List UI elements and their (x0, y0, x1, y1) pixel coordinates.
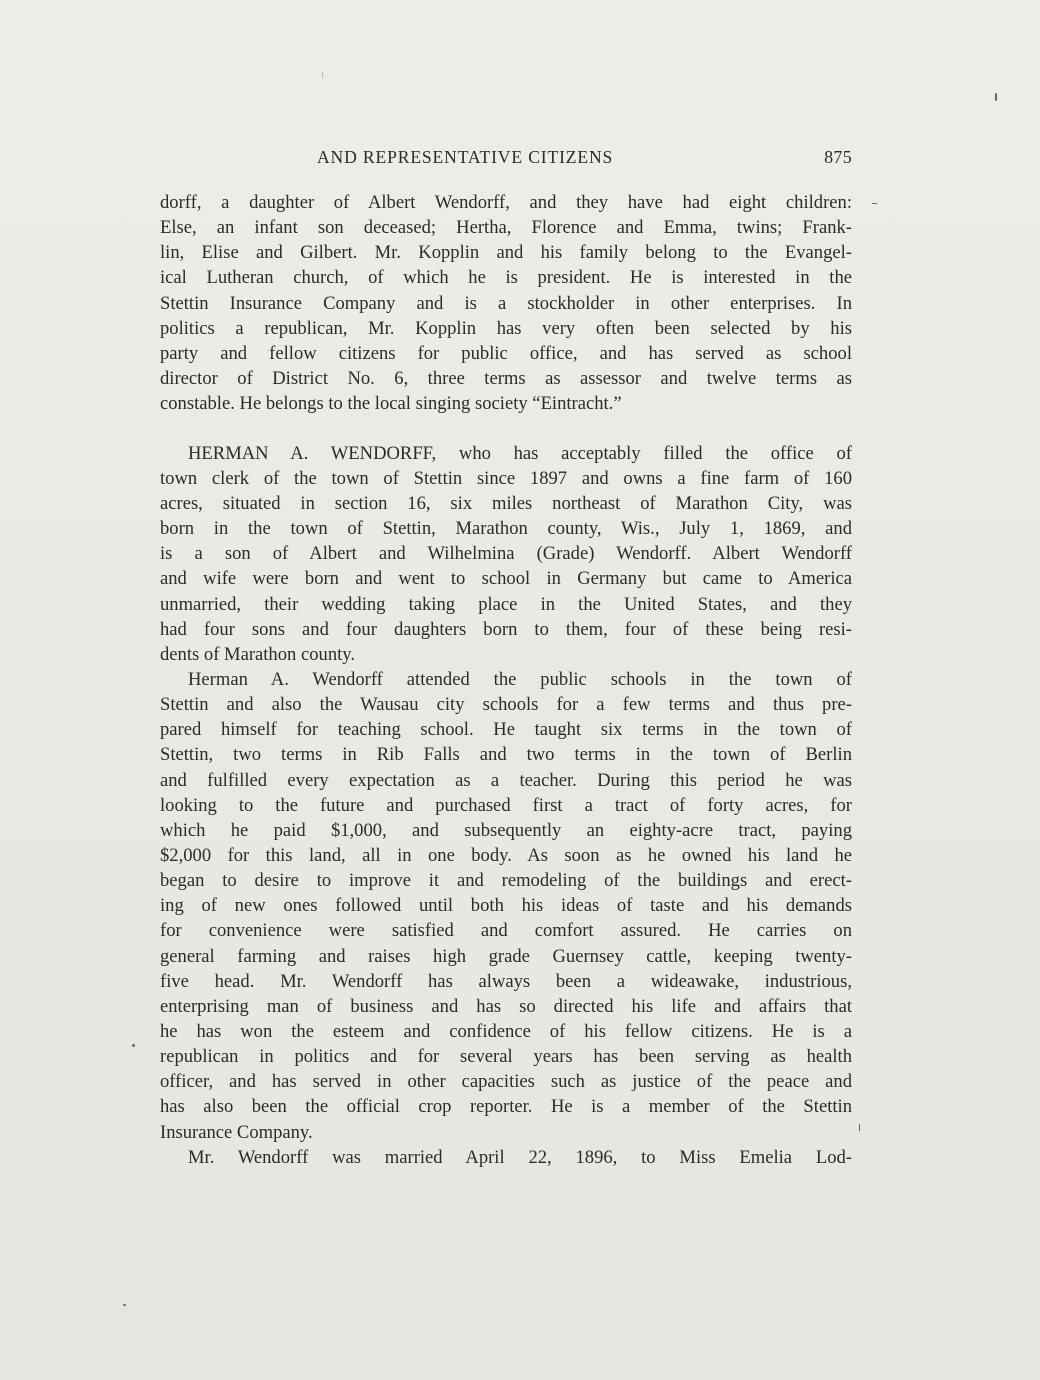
text-line: director of District No. 6, three terms as assessor and twelve terms as (160, 367, 852, 389)
running-head: AND REPRESENTATIVE CITIZENS (317, 147, 614, 167)
paragraph-wendorff-marriage (160, 1145, 852, 1170)
paragraph-wendorff-intro (160, 441, 852, 667)
text-line: Stettin and also the Wausau city schools for a few terms and thus pre- (160, 694, 852, 716)
text-line: which he paid $1,000, and subsequently an eighty-acre tract, paying (160, 819, 852, 841)
text-line: party and fellow citizens for public office, and has served as school (160, 342, 852, 364)
text-line: Stettin, two terms in Rib Falls and two terms in the town of Berlin (160, 744, 852, 766)
text-line: dorff, a daughter of Albert Wendorff, and they have had eight children: (160, 192, 852, 213)
text-line: five head. Mr. Wendorff has always been a wideawake, industrious, (160, 970, 852, 992)
text-line: looking to the future and purchased first a tract of forty acres, for (160, 794, 852, 816)
paper-speck (872, 203, 877, 204)
page-header (160, 147, 852, 175)
text-line: began to desire to improve it and remodeling of the buildings and erect- (160, 870, 852, 892)
paper-speck (995, 93, 997, 101)
text-line: and wife were born and went to school in Germany but came to America (160, 568, 852, 590)
text-line: politics a republican, Mr. Kopplin has very often been selected by his (160, 317, 852, 339)
text-line: and fulfilled every expectation as a teacher. During this period he was (160, 769, 852, 791)
text-line: enterprising man of business and has so directed his life and affairs that (160, 995, 852, 1017)
text-line: Stettin Insurance Company and is a stockholder in other enterprises. In (160, 292, 852, 314)
text-line: dents of Marathon county. (160, 643, 356, 665)
paper-speck (859, 1124, 860, 1131)
paper-speck (132, 1044, 135, 1047)
paragraph-wendorff-career (160, 667, 852, 1145)
text-line: pared himself for teaching school. He taught six terms in the town of (160, 719, 852, 741)
text-line: has also been the official crop reporter. He is a member of the Stettin (160, 1096, 852, 1118)
text-line: Insurance Company. (160, 1121, 313, 1143)
text-line: ing of new ones followed until both his ideas of taste and his demands (160, 895, 852, 917)
paper-speck (322, 71, 323, 78)
paper-speck (123, 1304, 126, 1306)
text-line: lin, Elise and Gilbert. Mr. Kopplin and his family belong to the Evangel- (160, 242, 852, 264)
text-line: republican in politics and for several years has been serving as health (160, 1046, 852, 1068)
text-line: acres, situated in section 16, six miles northeast of Marathon City, was (160, 493, 852, 515)
paragraph-kopplin-continued (160, 190, 852, 416)
section-gap (160, 416, 852, 441)
text-line: officer, and has served in other capacities such as justice of the peace and (160, 1071, 852, 1093)
body-text (160, 190, 852, 1170)
text-line: he has won the esteem and confidence of his fellow citizens. He is a (160, 1021, 852, 1042)
text-line: Else, an infant son deceased; Hertha, Florence and Emma, twins; Frank- (160, 217, 852, 239)
text-line: town clerk of the town of Stettin since 1897 and owns a fine farm of 160 (160, 467, 852, 489)
text-line: Herman A. Wendorff attended the public schools in the town of (188, 669, 852, 691)
text-line: constable. He belongs to the local singing society “Eintracht.” (160, 393, 622, 415)
text-line: born in the town of Stettin, Marathon county, Wis., July 1, 1869, and (160, 518, 852, 540)
text-line: HERMAN A. WENDORFF, who has acceptably filled the office of (188, 442, 852, 464)
text-line: had four sons and four daughters born to them, four of these being resi- (160, 618, 852, 640)
text-line: is a son of Albert and Wilhelmina (Grade) Wendorff. Albert Wendorff (160, 543, 852, 565)
text-line: unmarried, their wedding taking place in the United States, and they (160, 593, 852, 615)
text-line: general farming and raises high grade Guernsey cattle, keeping twenty- (160, 945, 852, 967)
text-line: $2,000 for this land, all in one body. As soon as he owned his land he (160, 845, 852, 867)
page-number: 875 (824, 147, 852, 167)
text-line: Mr. Wendorff was married April 22, 1896, to Miss Emelia Lod- (188, 1146, 852, 1168)
text-line: ical Lutheran church, of which he is president. He is interested in the (160, 267, 852, 289)
text-line: for convenience were satisfied and comfort assured. He carries on (160, 920, 852, 942)
